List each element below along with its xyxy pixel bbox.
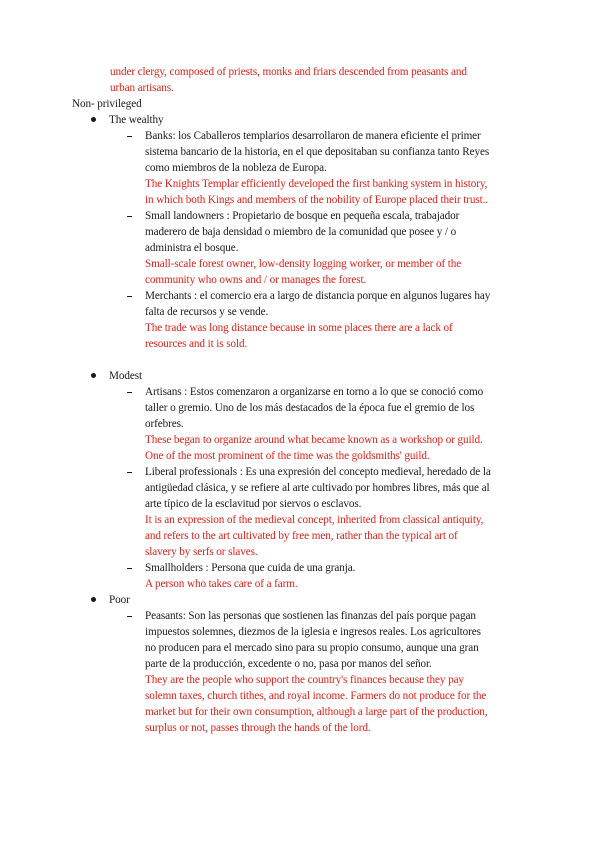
item-en-line: The Knights Templar efficiently developed the first banking system in history, — [145, 178, 488, 190]
item-es-line: Artisans : Estos comenzaron a organizarse en torno a lo que se conoció como — [145, 386, 484, 398]
dash-bullet-icon — [127, 568, 132, 569]
item-es-line: parte de la producción, excedente o no, pasa por manos del señor. — [145, 658, 432, 670]
item-es-line: falta de recursos y se vende. — [145, 306, 269, 318]
intro-text-line: under clergy, composed of priests, monks and friars descended from peasants and — [110, 66, 467, 78]
section-heading: Non- privileged — [72, 98, 142, 110]
item-en-line: market but for their own consumption, although a large part of the production, — [145, 706, 488, 718]
intro-text-line: urban artisans. — [110, 82, 174, 94]
group-label-modest: Modest — [109, 370, 142, 382]
item-es-line: impuestos solemnes, diezmos de la iglesia e ingresos reales. Los agricultores — [145, 626, 481, 638]
item-en-line: and refers to the art cultivated by free men, rather than the typical art of — [145, 530, 458, 542]
group-label-wealthy: The wealthy — [109, 114, 164, 126]
item-es-line: Liberal professionals : Es una expresión del concepto medieval, heredado de la — [145, 466, 491, 478]
bullet-dot-icon — [91, 597, 96, 602]
item-en-line: It is an expression of the medieval concept, inherited from classical antiquity, — [145, 514, 484, 526]
item-es-line: sistema bancario de la historia, en el que depositaban su confianza tanto Reyes — [145, 146, 490, 158]
item-es-line: Small landowners : Propietario de bosque en pequeña escala, trabajador — [145, 210, 460, 222]
dash-bullet-icon — [127, 216, 132, 217]
item-en-line: One of the most prominent of the time was the goldsmiths' guild. — [145, 450, 430, 462]
dash-bullet-icon — [127, 472, 132, 473]
dash-bullet-icon — [127, 296, 132, 297]
item-es-line: maderero de baja densidad o miembro de la comunidad que posee y / o — [145, 226, 457, 238]
item-en-line: solemn taxes, church tithes, and royal income. Farmers do not produce for the — [145, 690, 487, 702]
item-en-line: in which both Kings and members of the nobility of Europe placed their trust.. — [145, 194, 488, 206]
dash-bullet-icon — [127, 136, 132, 137]
item-en-line: surplus or not, passes through the hands of the lord. — [145, 722, 371, 734]
item-en-line: The trade was long distance because in some places there are a lack of — [145, 322, 453, 334]
item-en-line: slavery by serfs or slaves. — [145, 546, 258, 558]
item-es-line: Merchants : el comercio era a largo de distancia porque en algunos lugares hay — [145, 290, 491, 302]
item-es-line: antigüedad clásica, y se refiere al arte cultivado por hombres libres, más que al — [145, 482, 490, 494]
item-en-line: They are the people who support the country's finances because they pay — [145, 674, 464, 686]
item-en-line: resources and it is sold. — [145, 338, 248, 350]
dash-bullet-icon — [127, 616, 132, 617]
bullet-dot-icon — [91, 373, 96, 378]
item-es-line: Peasants: Son las personas que sostienen las finanzas del país porque pagan — [145, 610, 476, 622]
item-es-line: taller o gremio. Uno de los más destacados de la época fue el gremio de los — [145, 402, 475, 414]
item-es-line: no producen para el mercado sino para su propio consumo, aunque una gran — [145, 642, 479, 654]
item-en-line: Small-scale forest owner, low-density logging worker, or member of the — [145, 258, 462, 270]
item-en-line: community who owns and / or manages the forest. — [145, 274, 367, 286]
item-es-line: administra el bosque. — [145, 242, 239, 254]
item-en-line: These began to organize around what became known as a workshop or guild. — [145, 434, 483, 446]
item-es-line: arte típico de la esclavitud por siervos o esclavos. — [145, 498, 362, 510]
item-es-line: orfebres. — [145, 418, 184, 430]
item-es-line: Smallholders : Persona que cuida de una granja. — [145, 562, 356, 574]
item-es-line: como miembros de la nobleza de Europa. — [145, 162, 327, 174]
item-es-line: Banks: los Caballeros templarios desarrollaron de manera eficiente el primer — [145, 130, 481, 142]
bullet-dot-icon — [91, 117, 96, 122]
group-label-poor: Poor — [109, 594, 130, 606]
dash-bullet-icon — [127, 392, 132, 393]
item-en-line: A person who takes care of a farm. — [145, 578, 298, 590]
